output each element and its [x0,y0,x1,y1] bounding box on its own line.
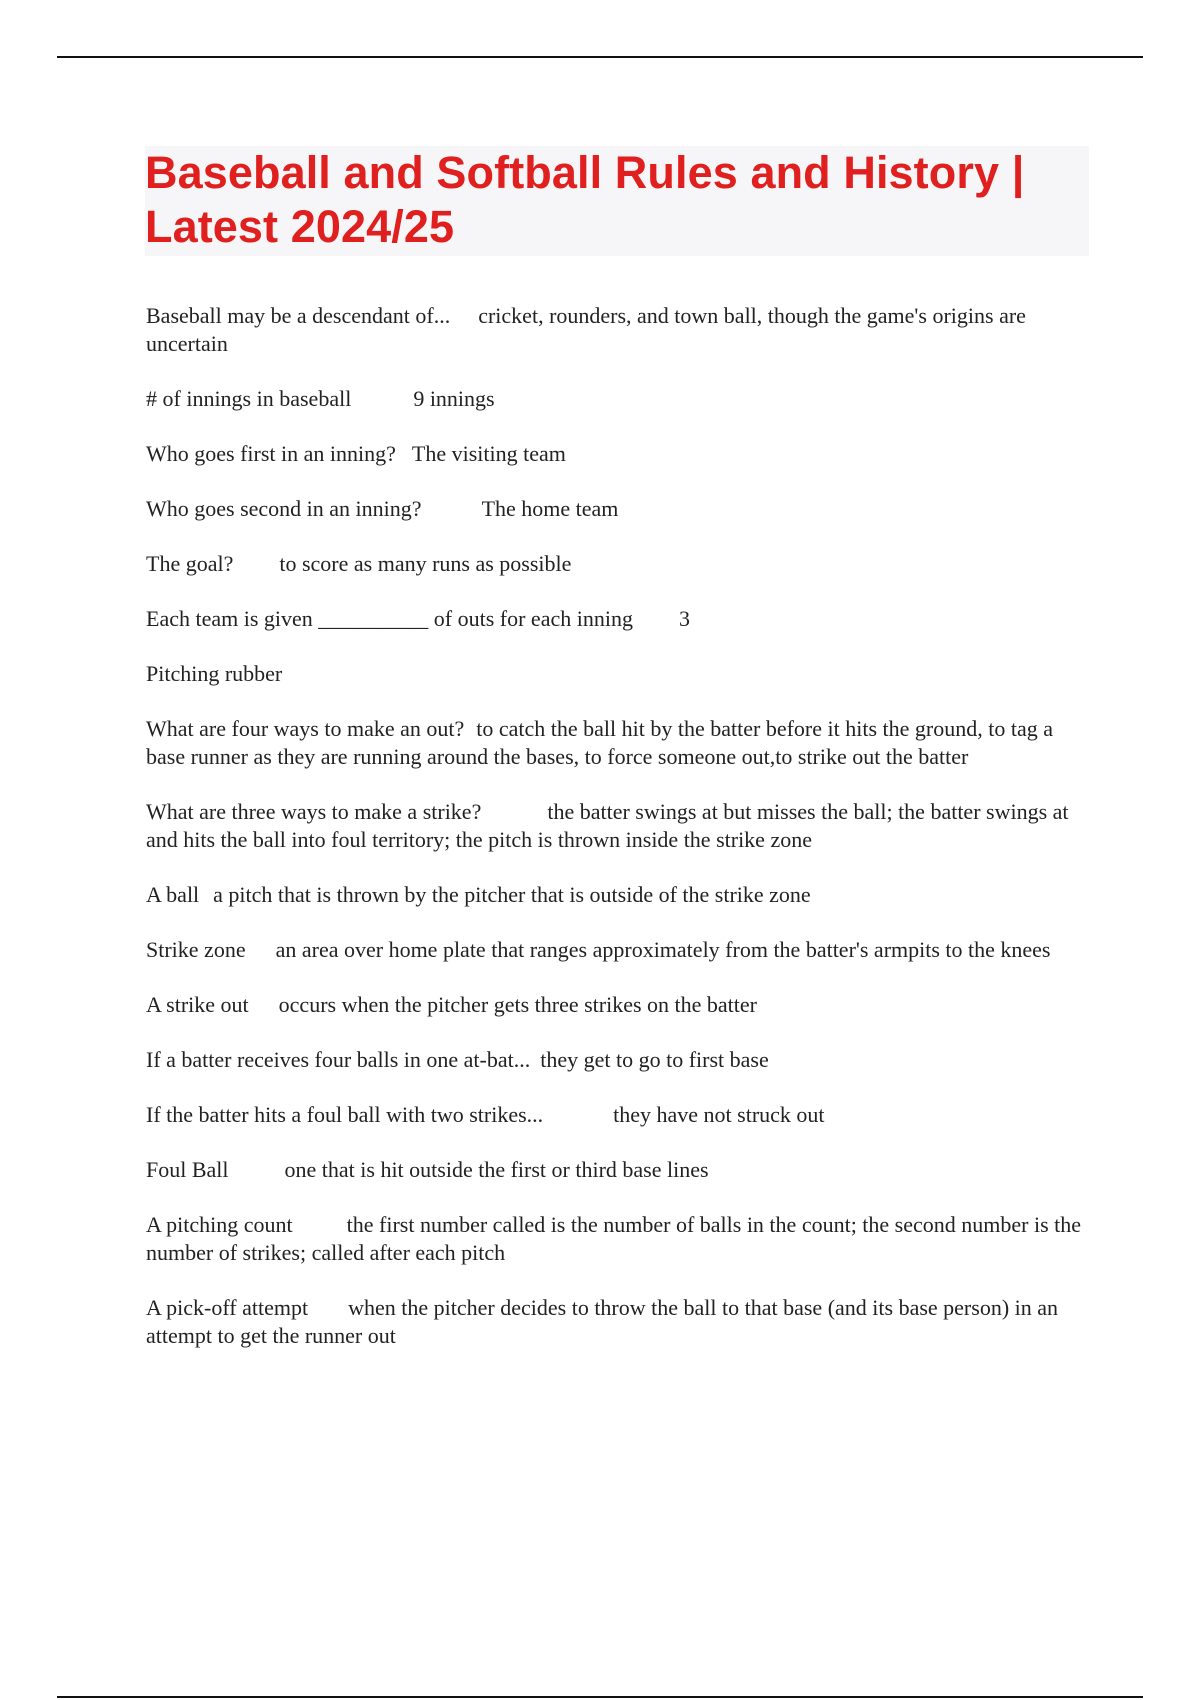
qa-answer: one that is hit outside the first or third base lines [284,1157,709,1182]
qa-question: What are four ways to make an out? [146,716,465,741]
qa-list [146,302,1088,1377]
qa-answer: 9 innings [413,386,495,411]
qa-answer: occurs when the pitcher gets three strikes on the batter [278,992,757,1017]
qa-answer: an area over home plate that ranges approximately from the batter's armpits to the knees [275,937,1051,962]
qa-answer: The visiting team [411,441,566,466]
qa-question: If a batter receives four balls in one at-bat... [146,1047,531,1072]
qa-item [146,798,1088,854]
qa-item [146,302,1088,358]
qa-question: Each team is given __________ of outs for each inning [146,606,633,631]
qa-answer: the batter swings at but misses the ball; the batter swings at and hits the ball into foul territory; the pitch is thrown inside the strike zone [146,799,1069,852]
qa-item [146,715,1088,771]
qa-item [146,605,1088,633]
qa-item [146,991,1088,1019]
qa-question: The goal? [146,551,234,576]
qa-item [146,1294,1088,1350]
qa-answer: they have not struck out [613,1102,825,1127]
qa-question: Who goes first in an inning? [146,441,396,466]
qa-question: A ball [146,882,200,907]
qa-question: A strike out [146,992,249,1017]
qa-item [146,936,1088,964]
top-rule [57,56,1143,58]
qa-question: Who goes second in an inning? [146,496,422,521]
qa-question: Foul Ball [146,1157,229,1182]
qa-item [146,1101,1088,1129]
qa-item [146,550,1088,578]
qa-answer: when the pitcher decides to throw the ball to that base (and its base person) in an attempt to get the runner out [146,1295,1059,1348]
qa-answer: 3 [678,606,690,631]
qa-item [146,440,1088,468]
qa-answer: The home team [481,496,619,521]
qa-question: Strike zone [146,937,246,962]
qa-answer: they get to go to first base [540,1047,769,1072]
qa-item [146,1046,1088,1074]
qa-answer: to catch the ball hit by the batter before it hits the ground, to tag a base runner as they are running around the bases, to force someone out,to strike out the batter [146,716,1053,769]
qa-question: Baseball may be a descendant of... [146,303,451,328]
qa-question: # of innings in baseball [146,386,352,411]
qa-answer: a pitch that is thrown by the pitcher that is outside of the strike zone [213,882,811,907]
qa-question: If the batter hits a foul ball with two strikes... [146,1102,544,1127]
qa-answer: to score as many runs as possible [279,551,572,576]
qa-item [146,1156,1088,1184]
qa-item [146,1211,1088,1267]
qa-answer: the first number called is the number of balls in the count; the second number is the number of strikes; called after each pitch [146,1212,1082,1265]
title-banner [145,146,1089,256]
qa-question: A pitching count [146,1212,293,1237]
qa-answer: cricket, rounders, and town ball, though the game's origins are uncertain [146,303,1026,356]
qa-item [146,495,1088,523]
qa-question: Pitching rubber [146,661,283,686]
qa-question: What are three ways to make a strike? [146,799,482,824]
qa-item [146,660,1088,688]
page-title: Baseball and Softball Rules and History | Latest 2024/25 [145,147,1025,252]
qa-item [146,881,1088,909]
qa-question: A pick-off attempt [146,1295,309,1320]
qa-item [146,385,1088,413]
bottom-rule [57,1696,1143,1698]
